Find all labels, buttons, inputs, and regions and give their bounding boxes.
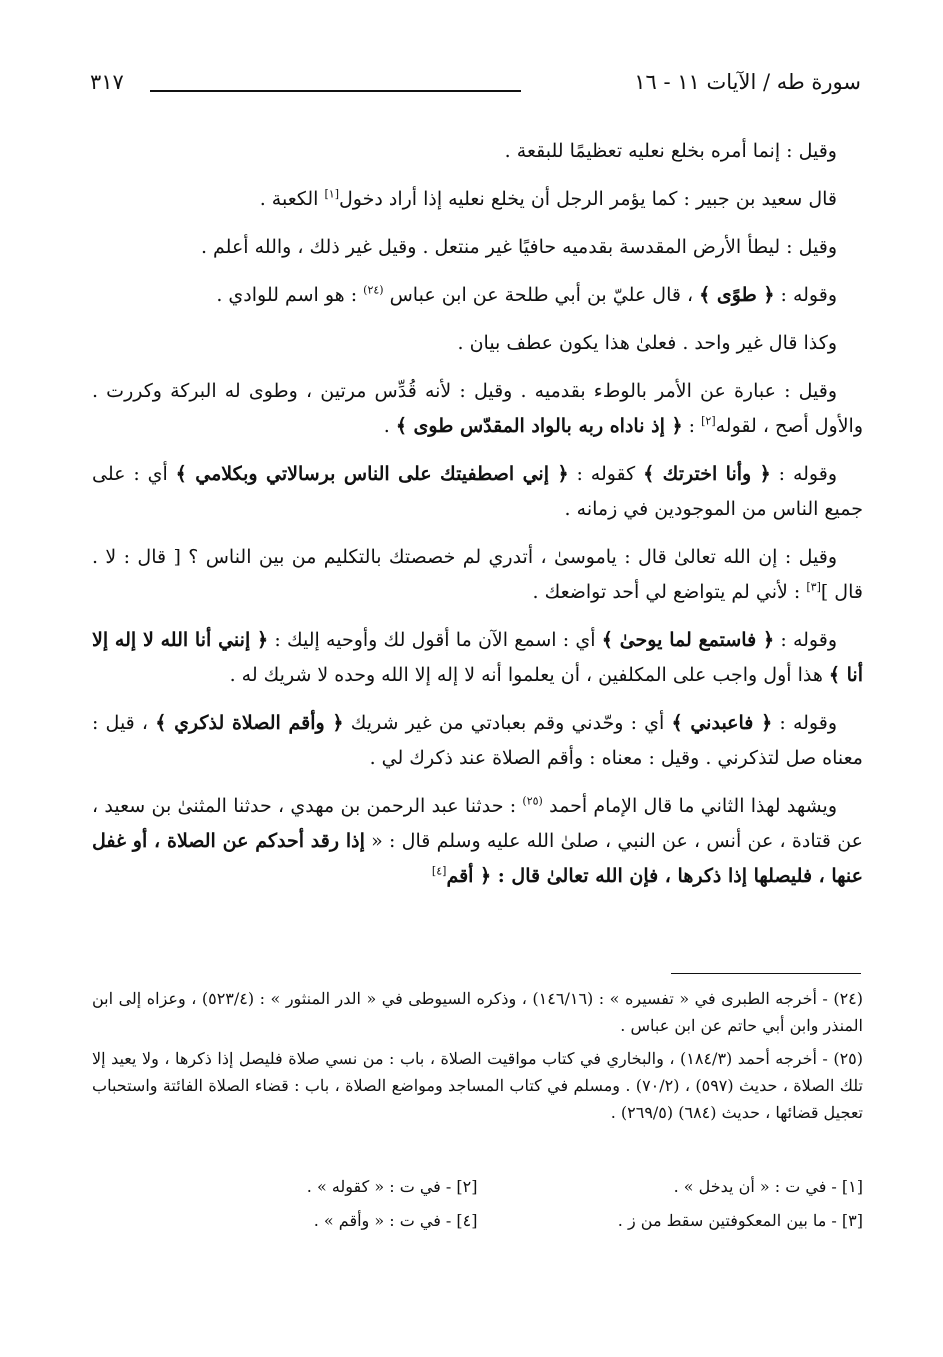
text-run: . bbox=[383, 415, 396, 437]
header-rule bbox=[150, 90, 521, 92]
paragraph bbox=[92, 278, 863, 313]
text-run: وقوله : bbox=[772, 712, 838, 734]
footnote-marker: (٢٥) bbox=[522, 794, 543, 808]
text-run: وقيل : ليطأ الأرض المقدسة بقدميه حافيًا غير منتعل . وقيل غير ذلك ، والله أعلم . bbox=[200, 236, 837, 258]
quran-quote: ﴿ إذ ناداه ربه بالواد المقدّس طوى ﴾ bbox=[395, 415, 683, 437]
paragraph bbox=[92, 230, 863, 265]
footnote-marker: (٢٤) bbox=[363, 283, 384, 297]
text-run: وقوله : bbox=[774, 284, 837, 306]
variant-notes bbox=[92, 1170, 863, 1238]
text-run: وكذا قال غير واحد . فعلىٰ هذا يكون عطف بيان . bbox=[457, 332, 837, 354]
text-run: قال سعيد بن جبير : كما يؤمر الرجل أن يخلع نعليه إذا أراد دخول bbox=[339, 188, 837, 210]
paragraph bbox=[92, 134, 863, 169]
note-3: [٣] - ما بين المعكوفتين سقط من ز . bbox=[617, 1211, 863, 1230]
text-run: ويشهد لهذا الثاني ما قال الإمام أحمد bbox=[542, 795, 837, 817]
text-run: الكعبة . bbox=[259, 188, 325, 210]
note-1: [١] - في ت : « أن يدخل » . bbox=[673, 1177, 863, 1196]
note-marker: [٣] bbox=[806, 580, 821, 594]
quran-quote: ﴿ طوًى ﴾ bbox=[699, 284, 775, 306]
footnote-25: (٢٥) - أخرجه أحمد (١٨٤/٣) ، والبخاري في كتاب مواقيت الصلاة ، باب : من نسي صلاة فليصل إذا ذكرها ، ولا يعيد إلا تلك الصلاة ، حديث (٥٩٧) ، (٧٠/٢) . ومسلم في كتاب المساجد ومواضع الصلاة ، باب : قضاء الصلاة الفائتة واستحباب تعجيل قضائها ، حديث (٦٨٤) (٢٦٩/٥) . bbox=[92, 1049, 864, 1122]
paragraph bbox=[92, 789, 863, 894]
text-run: أي : اسمع الآن ما أقول لك وأوحيه إليك : bbox=[268, 629, 602, 651]
text-run: وقوله : bbox=[774, 629, 838, 651]
paragraph bbox=[92, 457, 863, 527]
page-number: ٣١٧ bbox=[90, 70, 124, 94]
text-run: وقوله : bbox=[770, 463, 838, 485]
text-run: وقيل : عبارة عن الأمر بالوطء بقدميه . وقيل : لأنه قُدِّس مرتين ، وطوى له البركة وكررت . والأول أصح ، لقوله bbox=[92, 380, 863, 437]
text-run: : هو اسم للوادي . bbox=[216, 284, 364, 306]
quran-quote: ﴿ فاستمع لما يوحىٰ ﴾ bbox=[601, 629, 775, 651]
quran-quote: ﴿ إني اصطفيتك على الناس برسالاتي وبكلامي ﴾ bbox=[175, 463, 569, 485]
note-marker: [٤] bbox=[431, 864, 447, 878]
text-run: ، قيل : معناه صل لتذكرني . وقيل : معناه : وأقم الصلاة عند ذكرك لي . bbox=[92, 712, 863, 769]
hadith-quote: إذا رقد أحدكم عن الصلاة ، أو غفل عنها ، فليصلها إذا ذكرها ، فإن الله تعالىٰ قال : ﴿ أقم bbox=[92, 830, 863, 887]
note-2: [٢] - في ت : « كقوله » . bbox=[306, 1177, 478, 1196]
paragraph bbox=[92, 374, 863, 444]
quran-quote: ﴿ وأقم الصلاة لذكري ﴾ bbox=[155, 712, 344, 734]
footnotes bbox=[92, 985, 863, 1132]
text-run: وقيل : إنما أمره بخلع نعليه تعظيمًا للبقعة . bbox=[504, 140, 837, 162]
quran-quote: ﴿ إنني أنا الله لا إله إلا أنا ﴾ bbox=[92, 629, 863, 686]
quran-quote: ﴿ وأنا اخترتك ﴾ bbox=[643, 463, 771, 485]
running-header bbox=[90, 62, 861, 102]
text-run: كقوله : bbox=[568, 463, 644, 485]
footnote-24: (٢٤) - أخرجه الطبرى في « تفسيره » : (١٤٦/١٦) ، وذكره السيوطى في « الدر المنثور » : (٥٢٣/٤) ، وعزاه إلى ابن المنذر وابن أبي حاتم عن ابن عباس . bbox=[92, 989, 864, 1035]
chapter-title: سورة طه / الآيات ١١ - ١٦ bbox=[634, 70, 861, 94]
paragraph bbox=[92, 182, 863, 217]
footnote-rule bbox=[671, 973, 861, 974]
text-run: ، قال عليّ بن أبي طلحة عن ابن عباس bbox=[383, 284, 700, 306]
note-4: [٤] - في ت : « وأقم » . bbox=[313, 1211, 478, 1230]
text-run: : bbox=[682, 415, 702, 437]
note-marker: [٢] bbox=[701, 414, 716, 428]
text-run: أي : وحّدني وقم بعبادتي من غير شريك bbox=[343, 712, 672, 734]
paragraph bbox=[92, 326, 863, 361]
paragraph bbox=[92, 540, 863, 610]
note-marker: [١] bbox=[324, 187, 339, 201]
quran-quote: ﴿ فاعبدني ﴾ bbox=[671, 712, 773, 734]
paragraph bbox=[92, 706, 863, 776]
main-text bbox=[92, 134, 863, 907]
text-run: : لأني لم يتواضع لي أحد تواضعك . bbox=[532, 581, 807, 603]
text-run: وقيل : إن الله تعالىٰ قال : ياموسىٰ ، أتدري لم خصصتك بالتكليم من بين الناس ؟ [ قال : لا . قال ] bbox=[92, 546, 863, 603]
paragraph bbox=[92, 623, 863, 693]
text-run: هذا أول واجب على المكلفين ، أن يعلموا أنه لا إله إلا الله وحده لا شريك له . bbox=[229, 664, 829, 686]
text-run: : حدثنا عبد الرحمن بن مهدي ، حدثنا المثنىٰ بن سعيد ، عن قتادة ، عن أنس ، عن النبي ، صلىٰ الله عليه وسلم قال : « bbox=[92, 795, 863, 852]
text-run: أي : على جميع الناس من الموجودين في زمانه . bbox=[92, 463, 863, 520]
